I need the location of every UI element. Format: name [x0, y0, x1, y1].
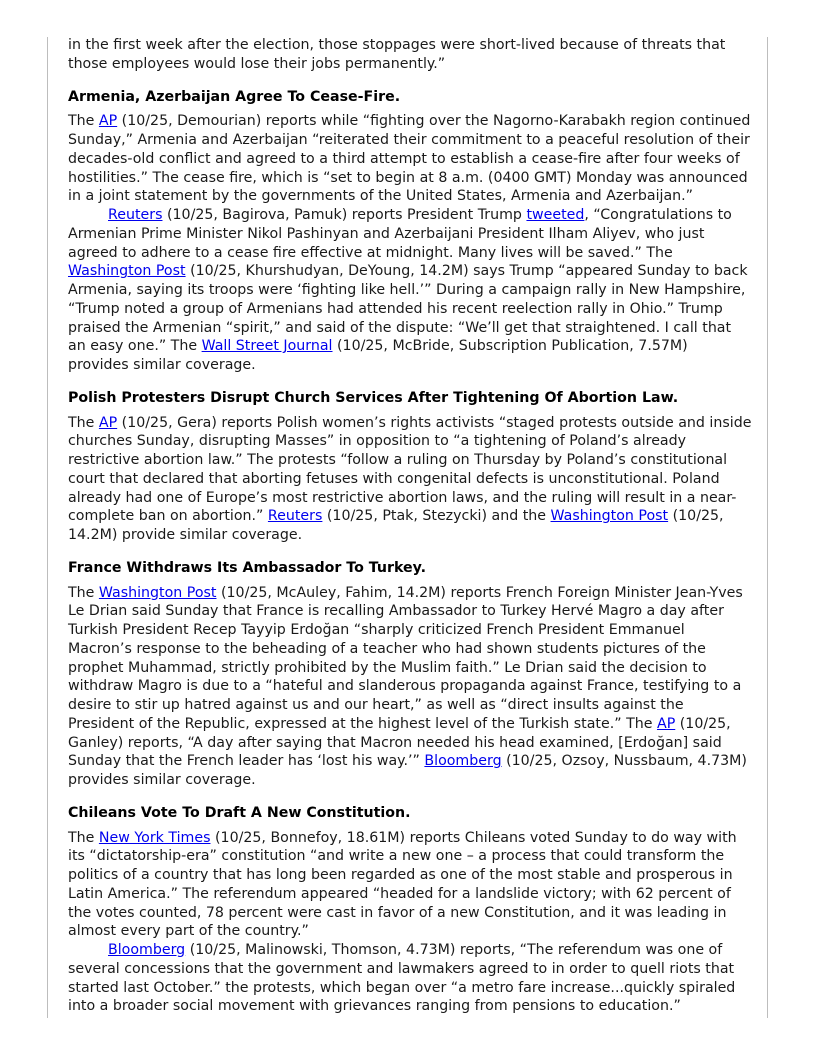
paragraph-france-1: The Washington Post (10/25, McAuley, Fahim, 14.2M) reports French Foreign Minister Jean-Yves Le Drian said Sunday that France is recalling Ambassador to Turkey Hervé Magro a day after Turkish President Recep Tayyip Erdoğan “sharply criticized French President Emmanuel Macron’s response to the beheading of a teacher who had shown students pictures of the prophet Muhammad, strictly prohibited by the Muslim faith.” Le Drian said the decision to withdraw Magro is due to a “hateful and slanderous propaganda against France, testifying to a desire to stir up hatred against us and our heart,” as well as “direct insults against the President of the Republic, expressed at the highest level of the Turkish state.” The AP (10/25, Ganley) reports, “A day after saying that Macron needed his head examined, [Erdoğan] said Sunday that the French leader has ‘lost his way.’” Bloomberg (10/25, Ozsoy, Nussbaum, 4.73M) provides similar coverage.: [68, 584, 747, 788]
link-ap[interactable]: AP: [656, 715, 676, 732]
link-ap[interactable]: AP: [98, 414, 118, 431]
link-bloomberg[interactable]: Bloomberg: [108, 942, 186, 958]
link-washington-post[interactable]: Washington Post: [98, 584, 217, 601]
link-bloomberg[interactable]: Bloomberg: [424, 753, 502, 770]
headline-france: France Withdraws Its Ambassador To Turkey.: [68, 559, 426, 576]
paragraph-poland-1: The AP (10/25, Gera) reports Polish women’s rights activists “staged protests outside and inside churches Sunday, disrupting Masses” in opposition to “a tightening of Poland’s already restrictive abortion law.” The protests “follow a ruling on Thursday by Poland’s constitutional court that declared that aborting fetuses with congenital defects is unconstitutional. Poland already had one of Europe’s most restrictive abortion laws, and the ruling will result in a near-complete ban on abortion.” Reuters (10/25, Ptak, Stezycki) and the Washington Post (10/25, 14.2M) provide similar coverage.: [68, 414, 752, 543]
link-new-york-times[interactable]: New York Times: [98, 829, 211, 846]
document-body: [68, 36, 752, 1016]
link-ap[interactable]: AP: [98, 113, 118, 130]
lead-paragraph: in the first week after the election, those stoppages were short-lived because of threats that those employees would lose their jobs permanently.”: [68, 37, 726, 72]
paragraph-armenia-1: The AP (10/25, Demourian) reports while “fighting over the Nagorno-Karabakh region continued Sunday,” Armenia and Azerbaijan “reiterated their commitment to a peaceful resolution of their decades-old conflict and agreed to a third attempt to establish a cease-fire after four weeks of hostilities.” The cease fire, which is “set to begin at 8 a.m. (0400 GMT) Monday was announced in a joint statement by the governments of the United States, Armenia and Azerbaijan.”: [68, 113, 751, 205]
link-reuters[interactable]: Reuters: [267, 508, 323, 525]
link-wall-street-journal[interactable]: Wall Street Journal: [201, 338, 333, 355]
paragraph-armenia-2: Reuters (10/25, Bagirova, Pamuk) reports President Trump tweeted, “Congratulations to Armenian Prime Minister Nikol Pashinyan and Azerbaijani President Ilham Aliyev, who just agreed to adhere to a cease fire effective at midnight. Many lives will be saved.” The Washington Post (10/25, Khurshudyan, DeYoung, 14.2M) says Trump “appeared Sunday to back Armenia, saying its troops were ‘fighting like hell.’” During a campaign rally in New Hampshire, “Trump noted a group of Armenians had attended his recent reelection rally in Ohio.” Trump praised the Armenian “spirit,” and said of the dispute: “We’ll get that straightened. I call that an easy one.” The Wall Street Journal (10/25, McBride, Subscription Publication, 7.57M) provides similar coverage.: [68, 207, 748, 373]
link-tweeted[interactable]: tweeted: [526, 207, 585, 223]
headline-chile: Chileans Vote To Draft A New Constitution.: [68, 804, 411, 821]
headline-poland: Polish Protesters Disrupt Church Services After Tightening Of Abortion Law.: [68, 389, 679, 406]
link-washington-post[interactable]: Washington Post: [550, 508, 669, 525]
link-reuters[interactable]: Reuters: [108, 207, 163, 223]
headline-armenia: Armenia, Azerbaijan Agree To Cease-Fire.: [68, 88, 401, 105]
paragraph-chile-2: Bloomberg (10/25, Malinowski, Thomson, 4.73M) reports, “The referendum was one of several concessions that the government and lawmakers agreed to in order to quell riots that started last October.” the protests, which began over “a metro fare increase...quickly spiraled into a broader social movement with grievances ranging from pensions to education.”: [68, 942, 736, 1015]
paragraph-chile-1: The New York Times (10/25, Bonnefoy, 18.61M) reports Chileans voted Sunday to do way with its “dictatorship-era” constitution “and write a new one – a process that could transform the politics of a country that has long been regarded as one of the most stable and prosperous in Latin America.” The referendum appeared “headed for a landslide victory; with 62 percent of the votes counted, 78 percent were cast in favor of a new Constitution, and it was leading in almost every part of the country.”: [68, 829, 737, 940]
link-washington-post[interactable]: Washington Post: [68, 263, 186, 280]
